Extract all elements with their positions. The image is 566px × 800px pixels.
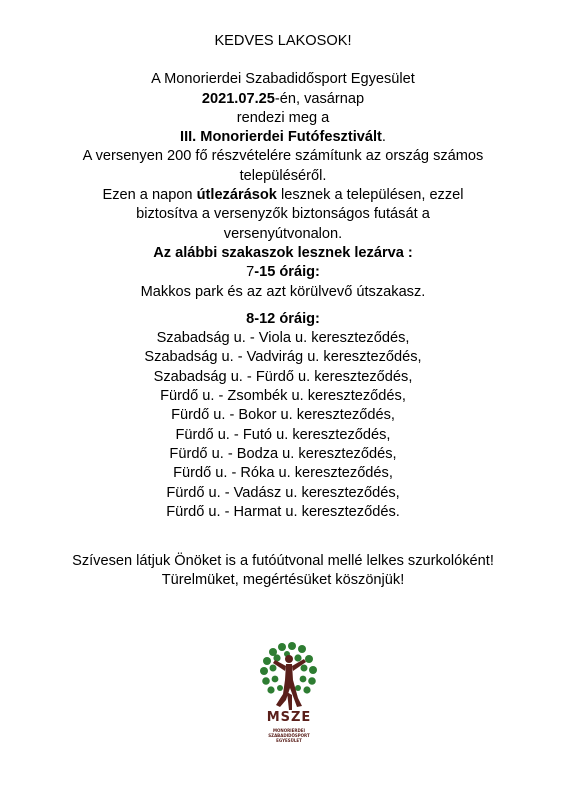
sections-heading: [20, 244, 546, 263]
closures-pre: Ezen a napon: [102, 187, 197, 204]
logo-subtitle-1: MONORIERDEI: [272, 728, 306, 733]
organizer: A Monorierdei Szabadidősport Egyesület: [151, 71, 415, 88]
logo-subtitle-3: EGYESÜLET: [276, 738, 302, 743]
slot2-heading: [20, 310, 546, 329]
street-line: Fürdő u. - Bodza u. kereszteződés,: [169, 445, 397, 462]
closing-text: [20, 552, 546, 591]
event-name: [20, 128, 546, 147]
event-date-rest: -én, vasárnap: [274, 90, 365, 107]
street-line: Fürdő u. - Futó u. kereszteződés,: [175, 426, 391, 443]
street-line: Szabadság u. - Vadvirág u. kereszteződés,: [144, 349, 422, 366]
closures-post: lesznek a településen, ezzel: [276, 187, 464, 204]
closures-line-2: biztosítva a versenyzők biztonságos futását a: [136, 206, 430, 223]
sections-heading-bold: Az alábbi szakaszok lesznek lezárva :: [153, 244, 413, 261]
closures-line-1: [20, 186, 546, 205]
notice-text: [20, 32, 546, 522]
street-line: Fürdő u. - Vadász u. kereszteződés,: [166, 484, 400, 501]
logo-title: MSZE: [266, 710, 312, 725]
event-name-bold: III. Monorierdei Futófesztivált: [180, 129, 382, 146]
street-line: Fürdő u. - Harmat u. kereszteződés.: [166, 503, 400, 520]
street-line: Szabadság u. - Fürdő u. kereszteződés,: [153, 368, 413, 385]
street-line: Fürdő u. - Róka u. kereszteződés,: [173, 465, 393, 482]
participants-line-1: A versenyen 200 fő részvételére számítunk az ország számos: [82, 148, 484, 165]
slot1-pre: 7: [246, 264, 255, 281]
slot2-heading-bold: 8-12 óráig:: [246, 310, 320, 327]
event-date: [20, 90, 546, 109]
closing-line-1: Szívesen látjuk Önöket is a futóútvonal mellé lelkes szurkolóként!: [72, 553, 494, 569]
organizes-line: rendezi meg a: [236, 109, 330, 126]
closures-bold: útlezárások: [196, 187, 277, 204]
event-date-bold: 2021.07.25: [201, 90, 275, 107]
msze-logo: [249, 640, 329, 750]
street-line: Szabadság u. - Viola u. kereszteződés,: [156, 330, 410, 347]
closing-line-2: Türelmüket, megértésüket köszönjük!: [161, 572, 405, 589]
closures-line-3: versenyútvonalon.: [223, 225, 343, 242]
participants-line-2: településéről.: [239, 167, 327, 184]
slot1-location: Makkos park és az azt körülvevő útszakasz.: [140, 283, 426, 300]
street-line: Fürdő u. - Zsombék u. kereszteződés,: [160, 388, 406, 405]
logo-subtitle-2: SZABADIDŐSPORT: [268, 733, 310, 738]
slot1-bold: -15 óráig:: [254, 264, 320, 281]
greeting: KEDVES LAKOSOK!: [214, 33, 352, 49]
tree-figure-icon: [249, 640, 329, 712]
event-name-period: .: [381, 129, 386, 146]
slot1-heading: [20, 263, 546, 282]
street-line: Fürdő u. - Bokor u. kereszteződés,: [171, 407, 395, 424]
